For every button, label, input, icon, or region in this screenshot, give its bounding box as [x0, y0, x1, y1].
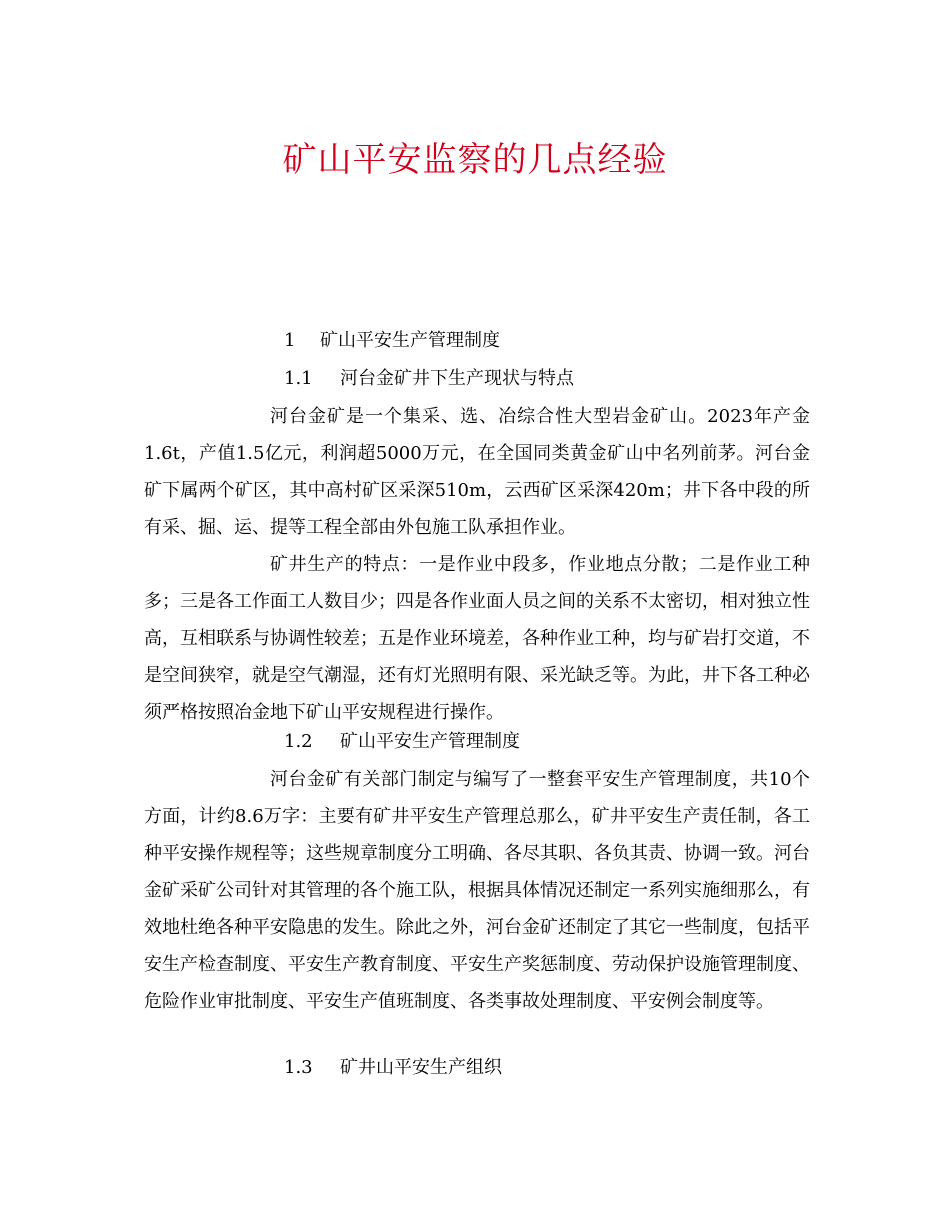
section-number: 1.1: [284, 368, 313, 389]
section-title: 矿山平安生产管理制度: [340, 731, 520, 752]
section-heading-1: [284, 329, 500, 353]
paragraph-2: 矿井生产的特点：一是作业中段多，作业地点分散；二是作业工种多；三是各工作面工人数目少；四是各作业面人员之间的关系不太密切，相对独立性高，互相联系与协调性较差；五是作业环境差，各种作业工种，均与矿岩打交道，不是空间狭窄，就是空气潮湿，还有灯光照明有限、采光缺乏等。为此，井下各工种必须严格按照冶金地下矿山平安规程进行操作。: [144, 554, 810, 723]
section-title: 河台金矿井下生产现状与特点: [340, 368, 574, 389]
section-number: 1.2: [284, 731, 313, 752]
section-title: 矿井山平安生产组织: [340, 1057, 502, 1078]
section-number: 1: [284, 330, 296, 351]
section-heading-1-1: [284, 367, 574, 391]
section-title: 矿山平安生产管理制度: [320, 330, 500, 351]
section-heading-1-3: [284, 1056, 502, 1080]
section-heading-1-2: [284, 730, 520, 754]
paragraph-3: 河台金矿有关部门制定与编写了一整套平安生产管理制度，共10个方面，计约8.6万字：主要有矿井平安生产管理总那么，矿井平安生产责任制，各工种平安操作规程等；这些规章制度分工明确、各尽其职、各负其责、协调一致。河台金矿采矿公司针对其管理的各个施工队，根据具体情况还制定一系列实施细那么，有效地杜绝各种平安隐患的发生。除此之外，河台金矿还制定了其它一些制度，包括平安生产检查制度、平安生产教育制度、平安生产奖惩制度、劳动保护设施管理制度、危险作业审批制度、平安生产值班制度、各类事故处理制度、平安例会制度等。: [144, 769, 810, 1012]
section-number: 1.3: [284, 1057, 313, 1078]
paragraph-1: 河台金矿是一个集采、选、冶综合性大型岩金矿山。2023年产金1.6t，产值1.5亿元，利润超5000万元，在全国同类黄金矿山中名列前茅。河台金矿下属两个矿区，其中高村矿区采深510m，云西矿区采深420m；井下各中段的所有采、掘、运、提等工程全部由外包施工队承担作业。: [144, 406, 810, 538]
document-title: 矿山平安监察的几点经验: [282, 140, 668, 180]
